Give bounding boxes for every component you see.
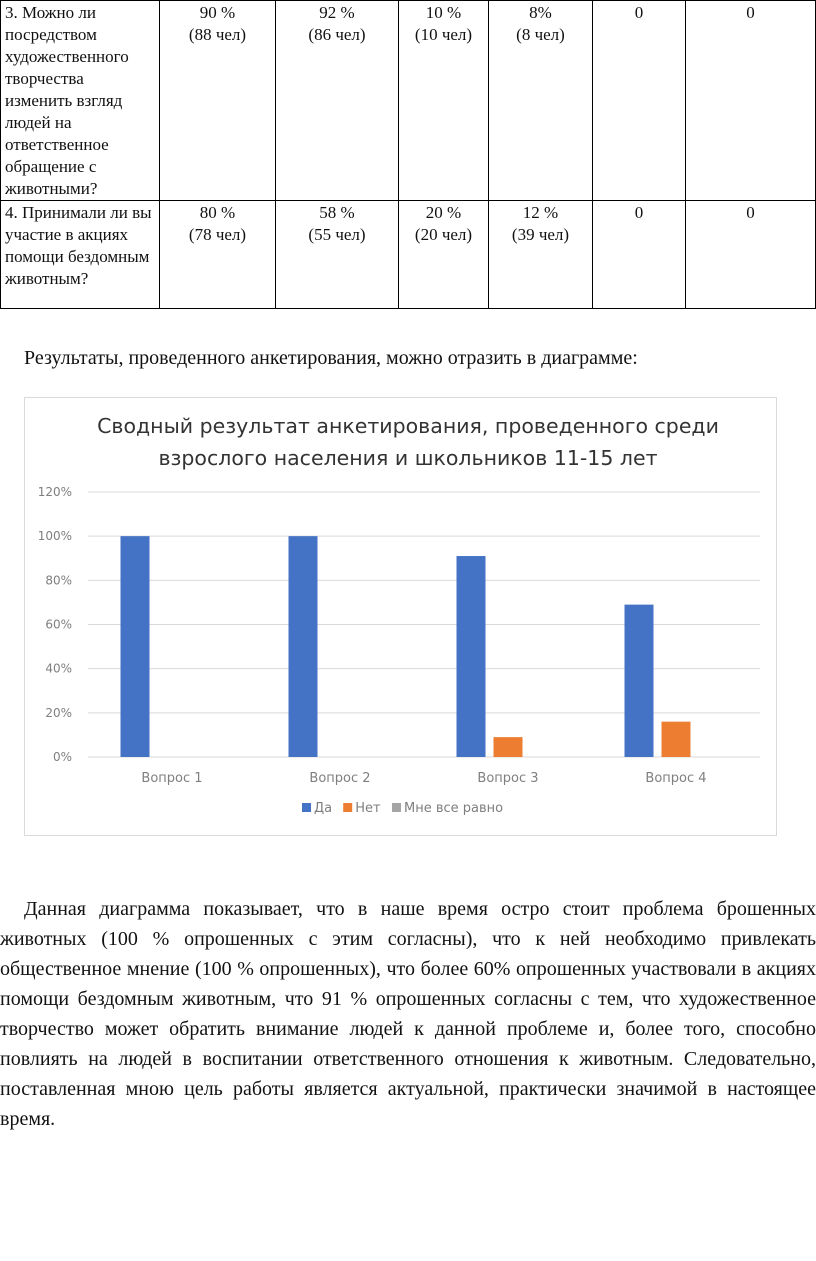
legend-swatch [392, 803, 401, 812]
bar [662, 722, 691, 757]
count-value: (20 чел) [414, 225, 473, 244]
bar [625, 605, 654, 757]
bar [289, 536, 318, 757]
x-tick-label: Вопрос 3 [477, 771, 539, 786]
y-tick-label: 100% [37, 529, 72, 544]
bar [457, 556, 486, 757]
legend-label: Нет [355, 801, 381, 816]
y-tick-label: 20% [45, 705, 72, 720]
percent-value: 8% [529, 3, 552, 22]
x-tick-label: Вопрос 2 [309, 771, 371, 786]
y-tick-label: 40% [45, 661, 72, 676]
count-value: (78 чел) [188, 225, 247, 244]
count-value: (39 чел) [511, 225, 570, 244]
question-cell: 3. Можно ли посредством художественного творчества изменить взгляд людей на ответственное обращение с животными? [1, 1, 160, 201]
percent-value: 80 % [199, 203, 236, 222]
bar [121, 536, 150, 757]
legend-swatch [302, 803, 311, 812]
chart-title-line: Сводный результат анкетирования, проведенного среди [97, 414, 719, 438]
percent-value: 58 % [319, 203, 355, 222]
conclusion-paragraph [0, 894, 816, 1134]
legend-label: Да [314, 801, 333, 816]
x-tick-label: Вопрос 1 [141, 771, 203, 786]
count-value: (86 чел) [308, 25, 366, 44]
chart-title-line: взрослого населения и школьников 11-15 лет [158, 446, 658, 470]
intro-paragraph: Результаты, проведенного анкетирования, можно отразить в диаграмме: [24, 347, 638, 369]
percent-value: 12 % [522, 203, 559, 222]
x-tick-label: Вопрос 4 [645, 771, 707, 786]
percent-value: 0 [746, 3, 755, 22]
percent-value: 0 [746, 203, 755, 222]
percent-value: 10 % [425, 3, 462, 22]
percent-value: 20 % [425, 203, 462, 222]
count-value: (55 чел) [308, 225, 366, 244]
y-tick-label: 0% [52, 750, 72, 764]
legend-swatch [343, 803, 352, 812]
count-value: (88 чел) [188, 25, 247, 44]
question-cell: 4. Принимали ли вы участие в акциях помощи бездомным животным? [1, 201, 160, 309]
percent-value: 92 % [319, 3, 355, 22]
conclusion-text: Данная диаграмма показывает, что в наше время остро стоит проблема брошенных животных (100 % опрошенных с этим согласны), что к ней необходимо привлекать общественное мнение (100 % опрошенных), что более 60% опрошенных участвовали в акциях помощи бездомным животным, что 91 % опрошенных согласны с тем, что художественное творчество может обратить внимание людей к данной проблеме и, более того, способно повлиять на людей в воспитании ответственного отношения к животным. Следовательно, поставленная мною цель работы является актуальной, практически значимой в настоящее время. [0, 898, 816, 1130]
percent-value: 90 % [199, 3, 236, 22]
count-value: (8 чел) [516, 25, 565, 44]
bar [494, 737, 523, 757]
y-tick-label: 60% [45, 617, 72, 632]
count-value: (10 чел) [414, 25, 473, 44]
y-tick-label: 120% [37, 485, 72, 499]
percent-value: 0 [634, 3, 644, 22]
legend-label: Мне все равно [404, 801, 504, 816]
y-tick-label: 80% [45, 573, 72, 588]
percent-value: 0 [634, 203, 644, 222]
